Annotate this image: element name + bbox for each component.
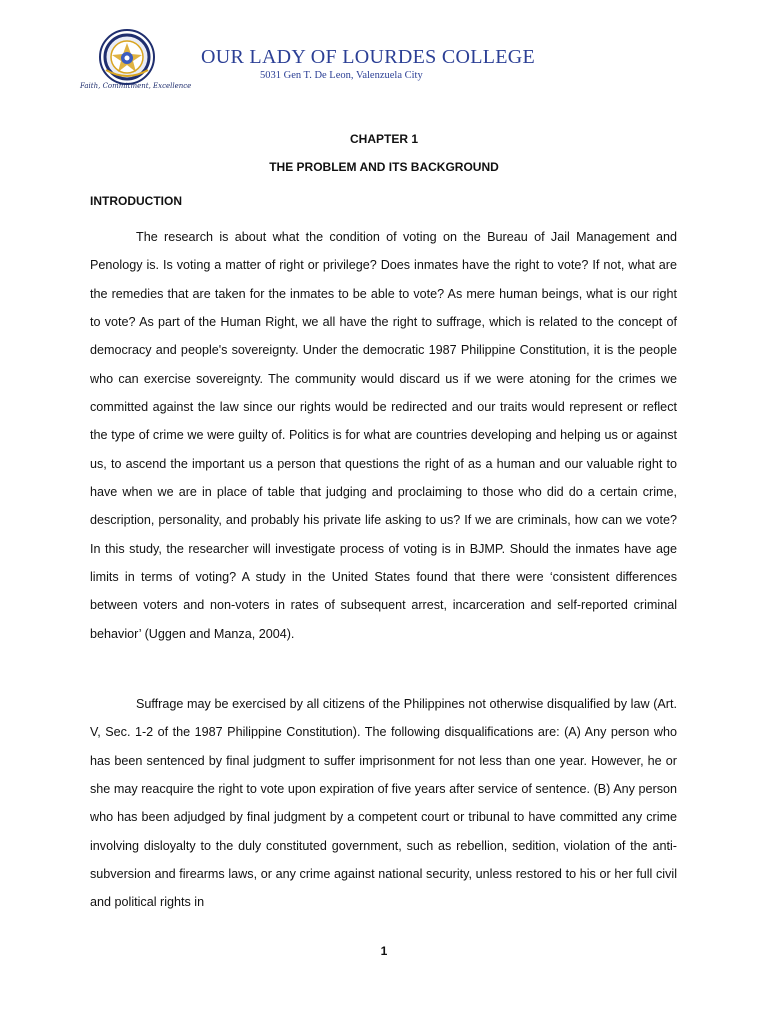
school-address: 5031 Gen T. De Leon, Valenzuela City — [260, 70, 423, 81]
seal-icon — [94, 28, 160, 86]
school-name: OUR LADY OF LOURDES COLLEGE — [201, 46, 536, 68]
body-paragraph: The research is about what the condition of voting on the Bureau of Jail Management and Penology is. Is voting a matter of right or privilege? Does inmates have the right to vote? If not, what are the remedies that are taken for the inmates to be able to vote? As mere human beings, what is our right to vote? As part of the Human Right, we all have the right to suffrage, which is related to the concept of democracy and people's sovereignty. Under the democratic 1987 Philippine Constitution, it is the people who can exercise sovereignty. The community would discard us if we were atoning for the crimes we committed against the law since our rights would be redirected and our traits would represent or reflect the type of crime we were guilty of. Politics is for what are countries developing and helping us or against us, to ascend the important us a person that questions the right of as a human and our valuable right to have when we are in place of table that judging and proclaiming to those who did do a certain crime, description, personality, and probably his private life asking to us? If we are criminals, how can we vote? In this study, the researcher will investigate process of voting is in BJMP. Should the inmates have age limits in terms of voting? A study in the United States found that there were ‘consistent differences between voters and non-voters in rates of subsequent arrest, incarceration and self-reported criminal behavior’ (Uggen and Manza, 2004). — [90, 230, 677, 641]
chapter-label: CHAPTER 1 — [349, 132, 418, 146]
page-number: 1 — [380, 944, 388, 958]
body-paragraph: Suffrage may be exercised by all citizens of the Philippines not otherwise disqualified by law (Art. V, Sec. 1-2 of the 1987 Philippine Constitution). The following disqualifications are: (A) Any person who has been sentenced by final judgment to suffer imprisonment for not less than one year. However, he or she may reacquire the right to vote upon expiration of five years after service of sentence. (B) Any person who has been adjudged by final judgment by a competent court or tribunal to have committed any crime involving disloyalty to the duly constituted government, such as rebellion, sedition, violation of the anti-subversion and firearms laws, or any crime against national security, unless restored to his or her full civil and political rights in — [90, 697, 677, 910]
college-motto: Faith, Commitment, Excellence — [80, 82, 192, 90]
section-heading: INTRODUCTION — [90, 194, 182, 208]
college-seal-logo — [94, 28, 160, 86]
chapter-title: THE PROBLEM AND ITS BACKGROUND — [269, 160, 499, 174]
